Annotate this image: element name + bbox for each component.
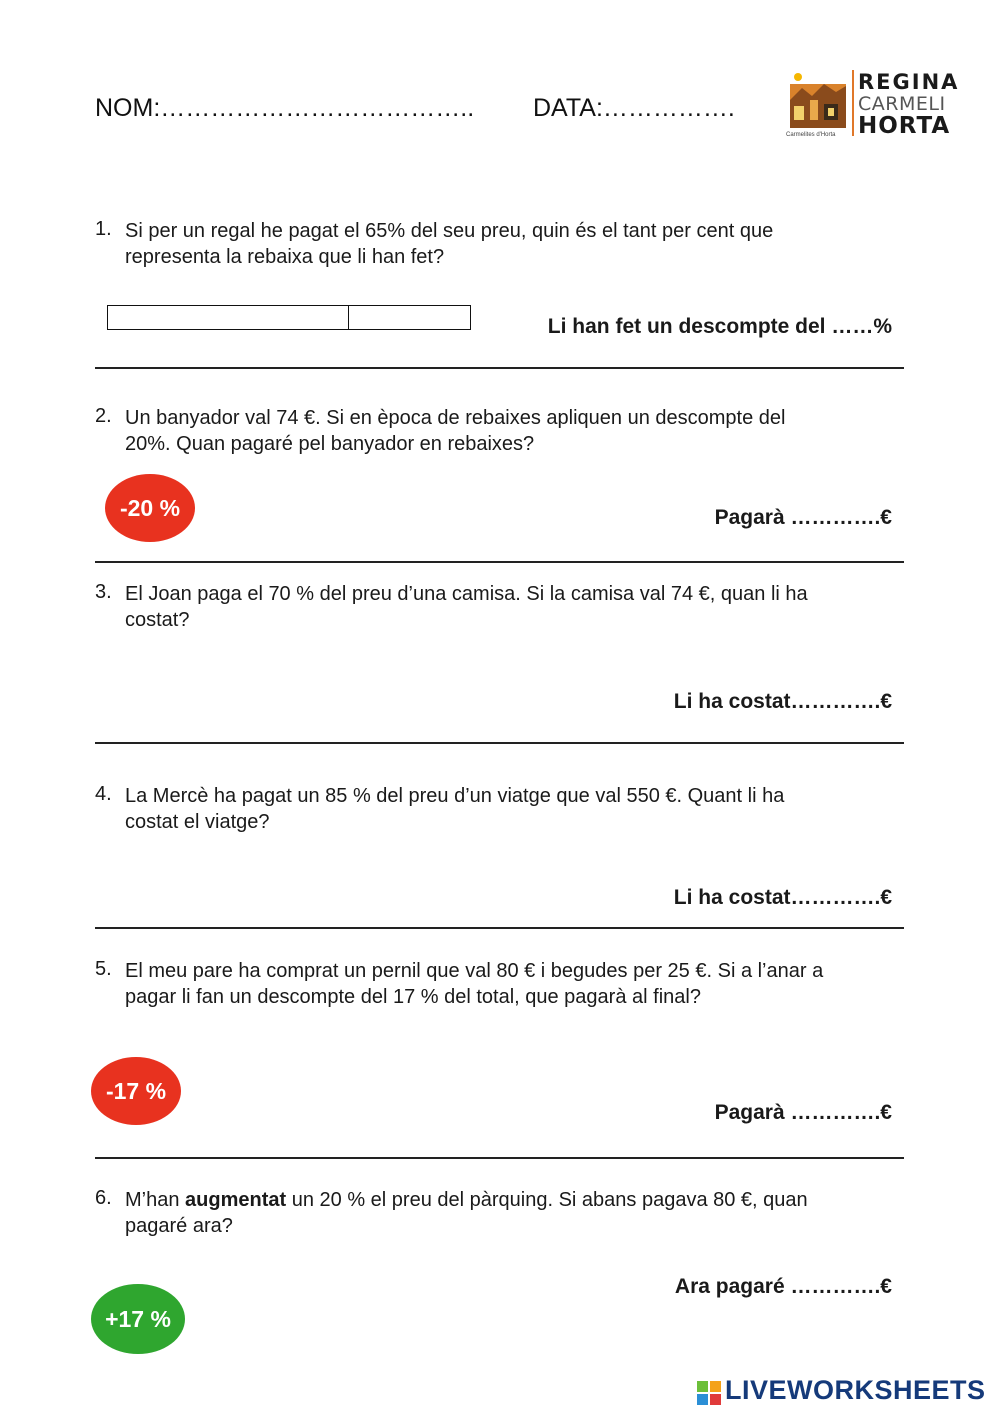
- liveworksheets-logo-icon: [697, 1381, 721, 1405]
- question-2-answer[interactable]: Pagarà ………….€: [714, 506, 892, 529]
- percentage-bar-model: [107, 305, 471, 330]
- question-6-text: [125, 1187, 905, 1239]
- school-logo-icon: [788, 70, 848, 132]
- logo-word-carmeli: CARMELI: [858, 93, 946, 115]
- question-1-number: 1.: [95, 218, 112, 240]
- question-1-line-2: representa la rebaixa que li han fet?: [125, 246, 445, 268]
- liveworksheets-brand: LIVEWORKSHEETS: [725, 1375, 986, 1405]
- question-3-number: 3.: [95, 581, 112, 603]
- separator-5: [95, 1157, 904, 1159]
- question-6-text-after: un 20 % el preu del pàrquing. Si abans pagava 80 €, quan: [286, 1189, 808, 1211]
- logo-caption: Carmelites d'Horta: [786, 132, 836, 138]
- question-6-number: 6.: [95, 1187, 112, 1209]
- question-2-text: [125, 405, 905, 457]
- logo-word-horta: HORTA: [858, 113, 951, 139]
- separator-2: [95, 561, 904, 563]
- question-5-answer[interactable]: Pagarà ………….€: [714, 1101, 892, 1124]
- separator-1: [95, 367, 904, 369]
- question-2-line-2: 20%. Quan pagaré pel banyador en rebaixes?: [125, 433, 535, 455]
- percentage-bar-divider: [348, 306, 349, 329]
- question-5-line-2: pagar li fan un descompte del 17 % del total, que pagarà al final?: [125, 986, 701, 1008]
- question-6-text-bold: augmentat: [185, 1189, 287, 1211]
- separator-4: [95, 927, 904, 929]
- question-4-line-1: La Mercè ha pagat un 85 % del preu d’un viatge que val 550 €. Quant li ha: [125, 785, 785, 807]
- question-4-text: [125, 783, 905, 835]
- question-3-text: [125, 581, 905, 633]
- question-1-line-1: Si per un regal he pagat el 65% del seu preu, quin és el tant per cent que: [125, 220, 774, 242]
- question-5-number: 5.: [95, 958, 112, 980]
- question-3-answer[interactable]: Li ha costat………….€: [673, 690, 892, 713]
- question-4-number: 4.: [95, 783, 112, 805]
- question-4-line-2: costat el viatge?: [125, 811, 270, 833]
- question-3-line-2: costat?: [125, 609, 190, 631]
- discount-badge-20: -20 %: [105, 474, 195, 542]
- question-2-number: 2.: [95, 405, 112, 427]
- logo-divider: [852, 70, 854, 136]
- name-field-label: NOM:………………………………..: [95, 94, 475, 122]
- logo-word-regina: REGINA: [858, 70, 960, 94]
- question-1-answer[interactable]: Li han fet un descompte del ……%: [547, 315, 892, 338]
- question-5-text: [125, 958, 915, 1010]
- question-6-answer[interactable]: Ara pagaré ………….€: [674, 1275, 892, 1298]
- discount-badge-17: -17 %: [91, 1057, 181, 1125]
- date-field-label: DATA:…………….: [533, 94, 735, 122]
- question-6-line-2: pagaré ara?: [125, 1215, 233, 1237]
- question-2-line-1: Un banyador val 74 €. Si en època de rebaixes apliquen un descompte del: [125, 407, 786, 429]
- question-6-line-1: [125, 1187, 905, 1213]
- question-1-text: [125, 218, 905, 270]
- question-3-line-1: El Joan paga el 70 % del preu d’una camisa. Si la camisa val 74 €, quan li ha: [125, 583, 808, 605]
- increase-badge-17: +17 %: [91, 1284, 185, 1354]
- separator-3: [95, 742, 904, 744]
- question-5-line-1: El meu pare ha comprat un pernil que val 80 € i begudes per 25 €. Si a l’anar a: [125, 960, 824, 982]
- question-4-answer[interactable]: Li ha costat………….€: [673, 886, 892, 909]
- question-6-text-before: M’han: [125, 1189, 186, 1211]
